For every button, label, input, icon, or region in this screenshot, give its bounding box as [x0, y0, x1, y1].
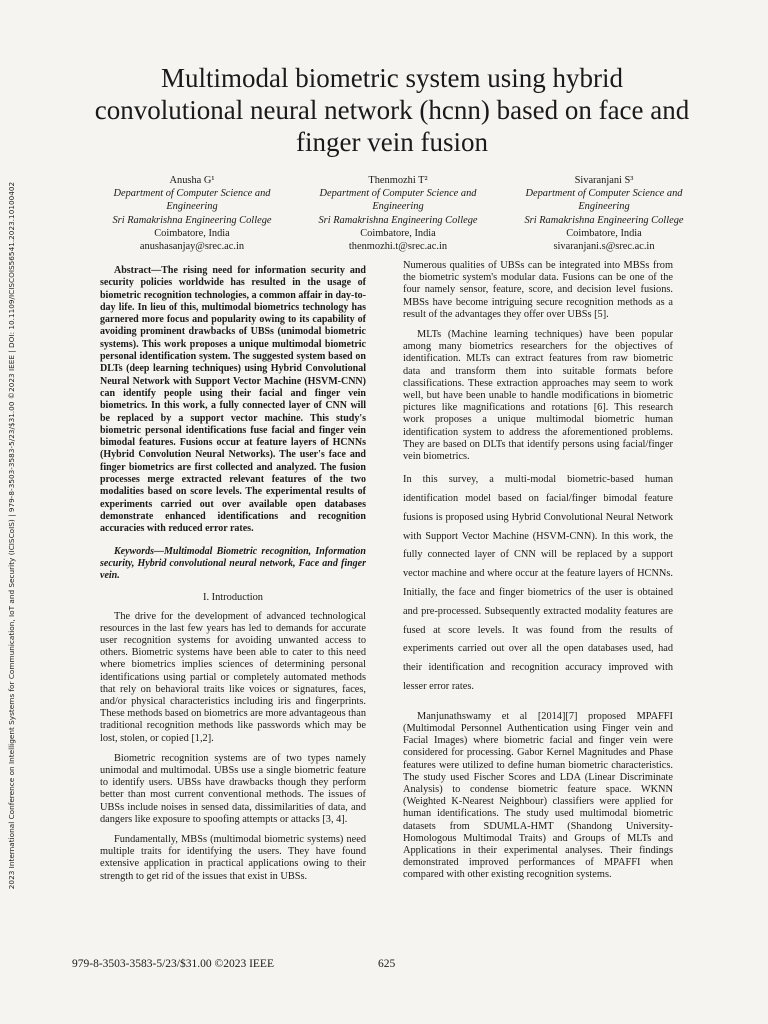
- author-name: Thenmozhi T²: [368, 175, 428, 186]
- author-location: Coimbatore, India: [360, 227, 436, 239]
- author-email: thenmozhi.t@srec.ac.in: [348, 241, 448, 253]
- author-location: Coimbatore, India: [566, 227, 642, 239]
- author-email: anushasanjay@srec.ac.in: [139, 241, 245, 253]
- paper-title: Multimodal biometric system using hybrid convolutional neural network (hcnn) based on face and finger vein fusion: [94, 63, 690, 157]
- author-dept: Department of Computer Science and Engineering: [319, 188, 477, 213]
- author-3: [504, 174, 704, 253]
- paragraph: The drive for the development of advanced technological resources in the last few years has led to demands for accurate user recognition systems for avoiding unwanted access to others. Biometric systems have been able to cater to this need where biometrics implies sciences of determining personal identifications using partial or completely automated methods that rely on behavioral traits like voices or signatures, faces, and/or physical characteristics including iris and fingerprints. These methods based on biometrics are more advantageous than traditional recognition methods like passwords which may be lost, stolen, or copied [1,2].: [100, 610, 366, 744]
- keywords: Keywords—Multimodal Biometric recognition, Information security, Hybrid convolutional neural network, Face and finger vein.: [100, 545, 366, 582]
- author-name: Sivaranjani S³: [574, 175, 634, 186]
- author-college: Sri Ramakrishna Engineering College: [112, 214, 272, 226]
- author-college: Sri Ramakrishna Engineering College: [524, 214, 684, 226]
- footer-isbn: 979-8-3503-3583-5/23/$31.00 ©2023 IEEE: [72, 958, 274, 970]
- paragraph: In this survey, a multi-modal biometric-based human identification model based on facial/finger bimodal feature fusions is proposed using Hybrid Convolutional Neural Network with Support Vector Machine (HSVM-CNN). In this work, the fully connected layer of CNN will be replaced by a support vector machine and where occur at the feature layers of HCNNs. Initially, the face and finger biometrics of the user is obtained and pre-processed. Subsequently extracted modality features are fused at score levels. It was found from the results of experiments carried out over all the open databases used, had their identification and recognition accuracy improved with lesser error rates.: [403, 474, 673, 693]
- doi-sidebar: 2023 International Conference on Intelligent Systems for Communication, IoT and Security (ICISCoIS) | 979-8-3503-3583-5/23/$31.00 ©2023 IEEE | DOI: 10.1109/ICISCOIS56541.2023.10100402: [7, 181, 17, 889]
- paragraph: Biometric recognition systems are of two types namely unimodal and multimodal. UBSs use a single biometric feature to identify users. UBSs have drawbacks though they perform better than most current conventional methods. The issues of UBSs include noises in sensed data, dissimilarities of data, and dangers like exposure to spoofing attempts or attacks [3, 4].: [100, 752, 366, 825]
- paragraph: MLTs (Machine learning techniques) have been popular among many biometrics researchers for the objectives of identification. MLTs can extract features from raw biometric data and transform them into suitable formats before classifications. These extraction approaches may seem to work well, but have been unable to handle modifications in biometric pictures like magnifications and rotations [6]. This research work proposes a unique multimodal biometric human identification system to address the aforementioned problems. They are based on DLTs that identify persons using facial/finger vein biometrics.: [403, 329, 673, 463]
- author-email: sivaranjani.s@srec.ac.in: [553, 241, 655, 253]
- page-number: 625: [378, 958, 396, 970]
- paragraph: Manjunathswamy et al [2014][7] proposed MPAFFI (Multimodal Personnel Authentication using Finger vein and Facial Images) where biometric facial and finger vein were considered for processing. Gabor Kernel Magnitudes and Phase features were utilized to define human biometric characteristics. The study used Fischer Scores and LDA (Linear Discriminate Analysis) to condense biometric feature space. WKNN (Weighted K-Nearest Neighbour) classifiers were applied for human identifications. The study used multimodal biometric datasets from SDUMLA-HMT (Shandong University-Homologous Multimodal Traits) and Groups of MLTs and Applications in their experimental analyses. Their findings demonstrated improved performances of MPAFFI when compared with other existing recognition systems.: [403, 710, 673, 881]
- paragraph: Numerous qualities of UBSs can be integrated into MBSs from the biometric system's modular data. Fusions can be one of the four namely sensor, feature, score, and decision level fusions. MBSs have become intriguing secure recognition methods as a result of the advantages they offer over UBSs [5].: [403, 260, 673, 320]
- section-heading-introduction: I. Introduction: [202, 592, 264, 604]
- author-1: [92, 174, 292, 253]
- author-location: Coimbatore, India: [154, 227, 230, 239]
- author-2: [298, 174, 498, 253]
- abstract: Abstract—The rising need for information security and security policies worldwide has resulted in the usage of biometric recognition technologies, a common affair in day-to-day life. In lieu of this, multimodal biometrics technology has garnered more focus and popularity owing to its capability of avoiding prominent drawbacks of UBSs (unimodal biometric systems). This work proposes a unique multimodal biometric personal identification system. The suggested system based on DLTs (deep learning techniques) using Hybrid Convolutional Neural Network with Support Vector Machine (HSVM-CNN) can identify people using their facial and finger vein biometrics. In this work, a fully connected layer of CNN will be replaced by a support vector machine. This study's biometric personal identifications fuse facial and finger vein bimodal features. Fusions occur at feature layers of HCNNs (Hybrid Convolution Neural Networks). The user's face and finger biometrics are first collected and analyzed. The fusion processes merge extracted relevant features of the two modalities based on score levels. The experimental results of experiments carried out over available open databases demonstrate enhanced identifications and recognition accuracies with reduced error rates.: [100, 265, 366, 535]
- author-block: [92, 174, 704, 253]
- author-dept: Department of Computer Science and Engineering: [525, 188, 683, 213]
- author-name: Anusha G¹: [169, 175, 215, 186]
- paragraph: Fundamentally, MBSs (multimodal biometric systems) need multiple traits for identifying the users. They have found extensive application in practical applications owing to their strength to get rid of the issues that exist in UBSs.: [100, 834, 366, 882]
- author-college: Sri Ramakrishna Engineering College: [318, 214, 478, 226]
- author-dept: Department of Computer Science and Engineering: [113, 188, 271, 213]
- right-column: [403, 260, 673, 890]
- left-column: [100, 265, 366, 891]
